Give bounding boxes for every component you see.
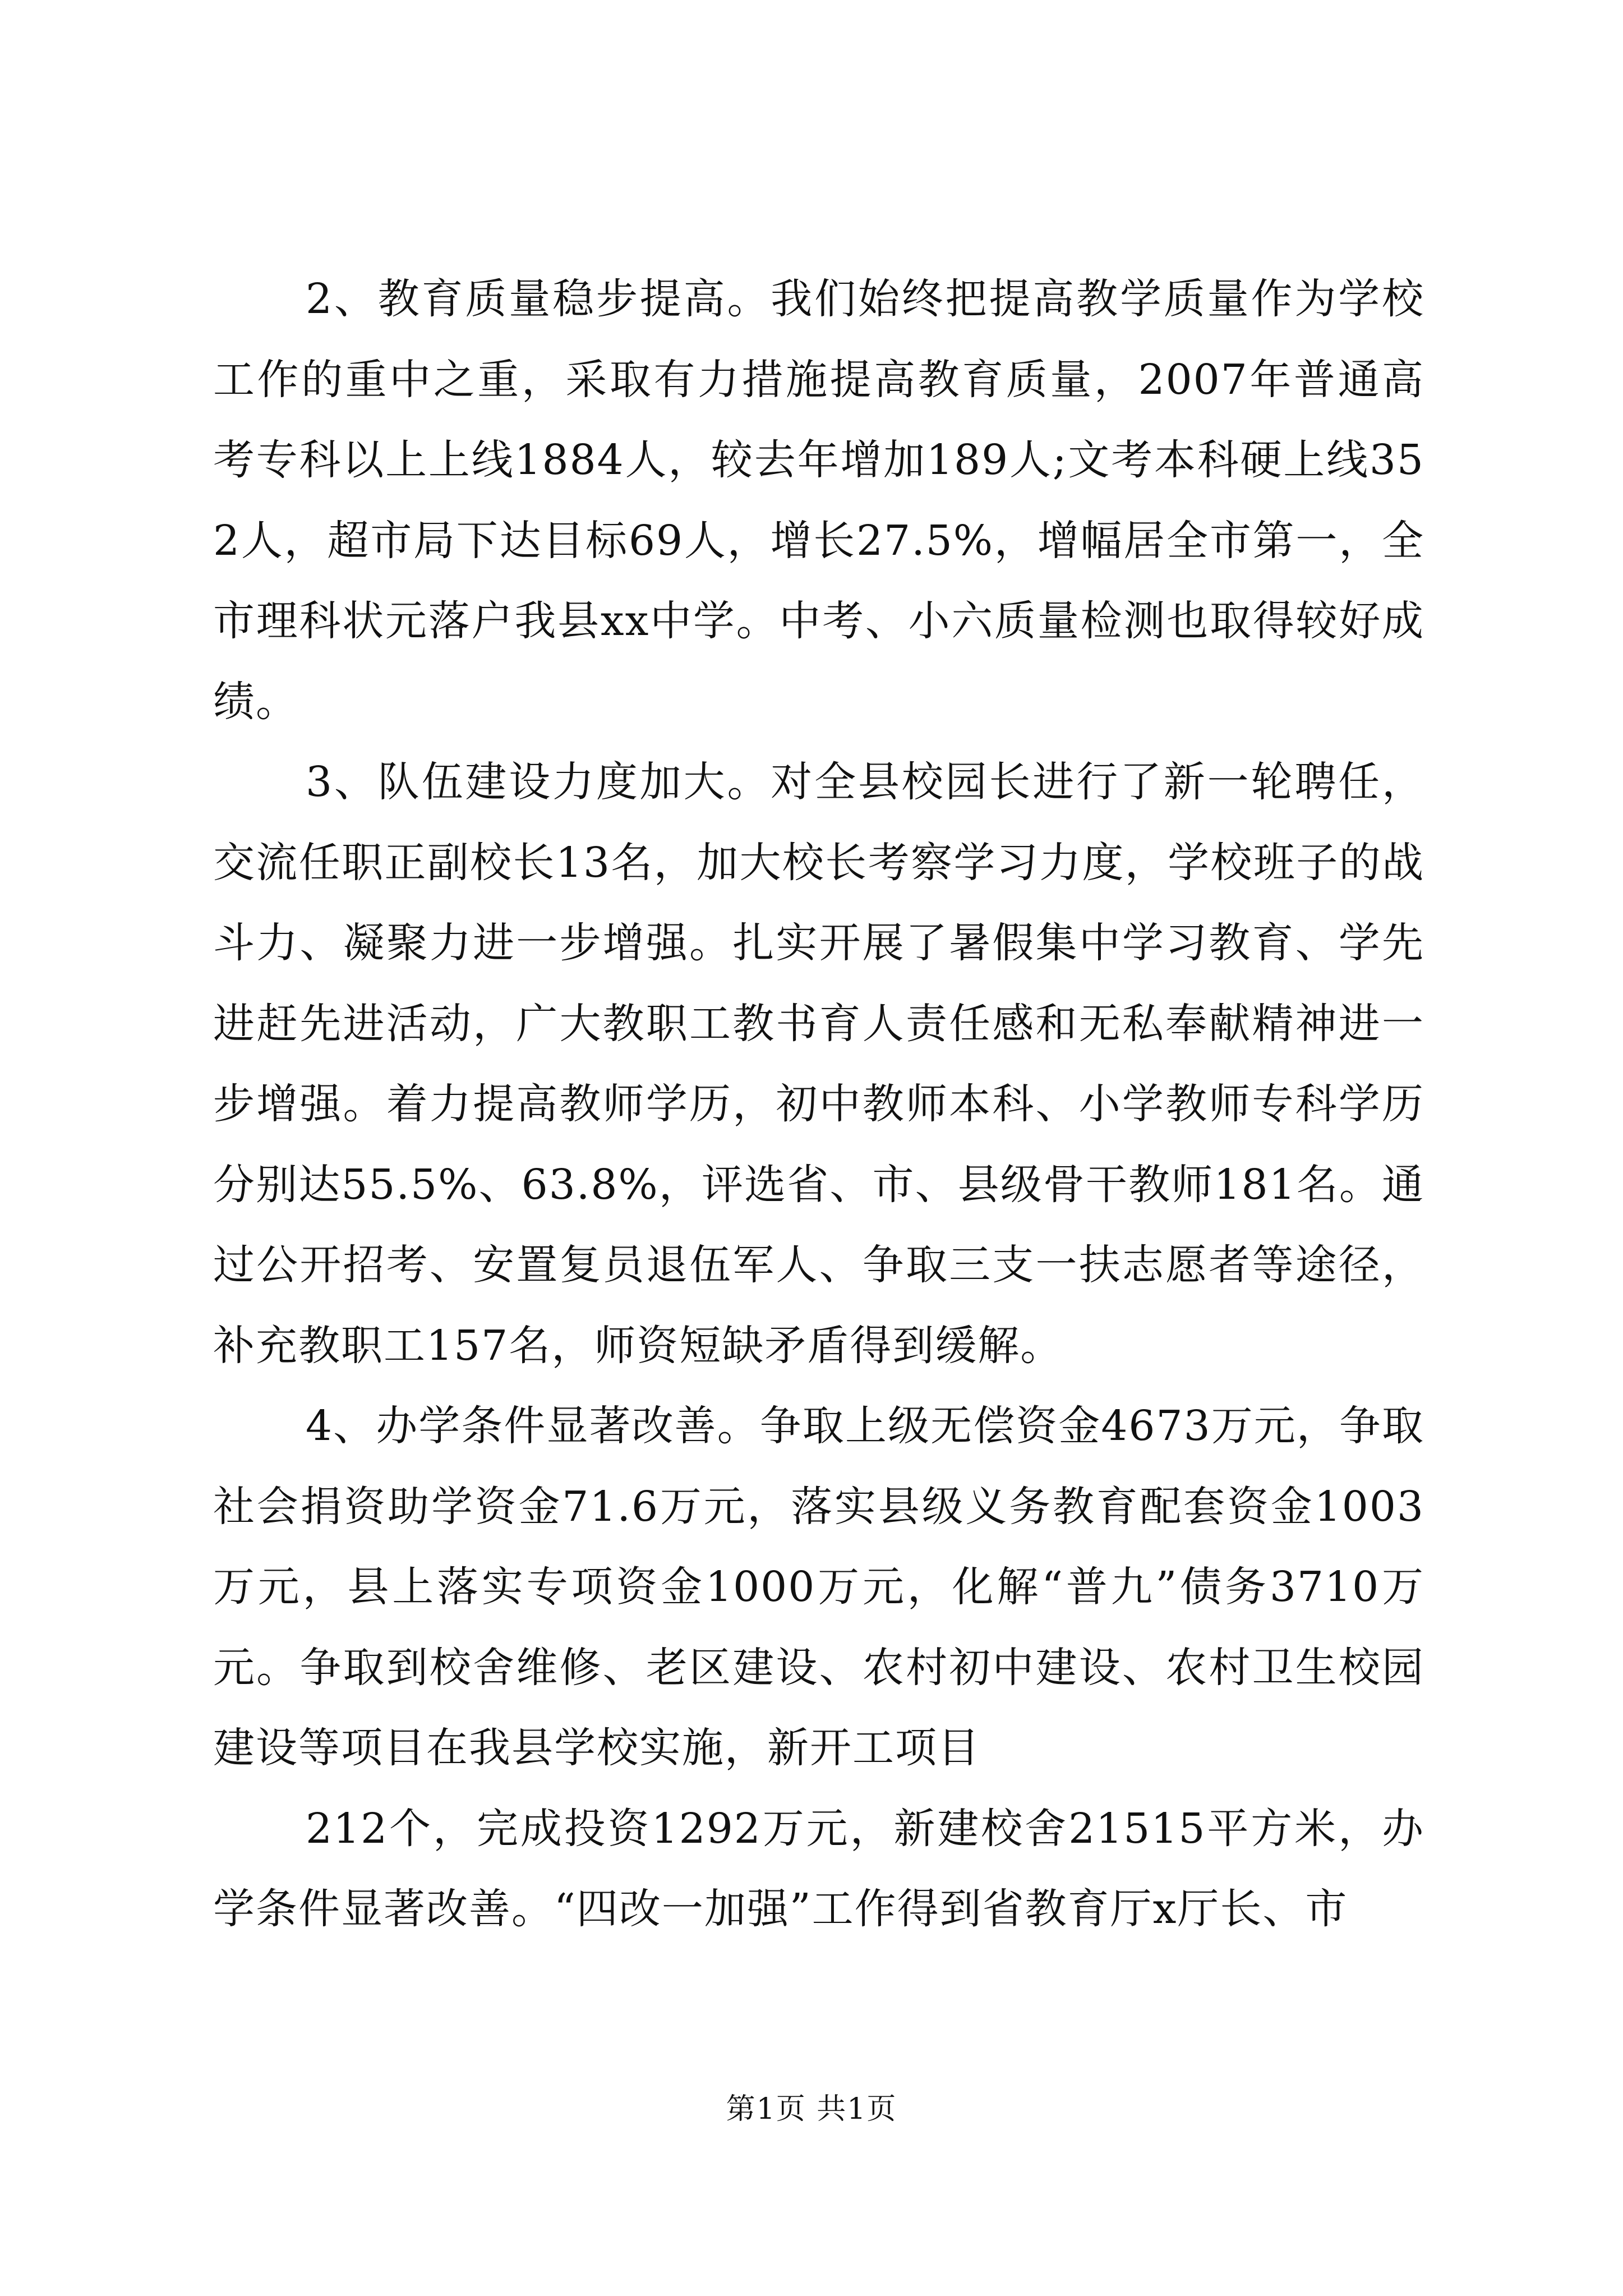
paragraph-education-quality: 2、教育质量稳步提高。我们始终把提高教学质量作为学校工作的重中之重，采取有力措施提高教育质量，2007年普通高考专科以上上线1884人，较去年增加189人;文考本科硬上线352人，超市局下达目标69人，增长27.5%，增幅居全市第一，全市理科状元落户我县xx中学。中考、小六质量检测也取得较好成绩。 — [213, 275, 1424, 726]
document-body — [213, 259, 1424, 1950]
page-footer: 第1页 共1页 — [726, 2092, 897, 2126]
paragraph-team-building: 3、队伍建设力度加大。对全县校园长进行了新一轮聘任，交流任职正副校长13名，加大校长考察学习力度，学校班子的战斗力、凝聚力进一步增强。扎实开展了暑假集中学习教育、学先进赶先进活动，广大教职工教书育人责任感和无私奉献精神进一步增强。着力提高教师学历，初中教师本科、小学教师专科学历分别达55.5%、63.8%，评选省、市、县级骨干教师181名。通过公开招考、安置复员退伍军人、争取三支一扶志愿者等途径，补充教职工157名，师资短缺矛盾得到缓解。 — [213, 758, 1424, 1370]
paragraph-projects-continued: 212个，完成投资1292万元，新建校舍21515平方米，办学条件显著改善。“四改一加强”工作得到省教育厅x厅长、市 — [213, 1804, 1424, 1933]
paragraph-school-conditions: 4、办学条件显著改善。争取上级无偿资金4673万元，争取社会捐资助学资金71.6万元，落实县级义务教育配套资金1003万元，县上落实专项资金1000万元，化解“普九”债务3710万元。争取到校舍维修、老区建设、农村初中建设、农村卫生校园建设等项目在我县学校实施，新开工项目 — [213, 1402, 1424, 1772]
